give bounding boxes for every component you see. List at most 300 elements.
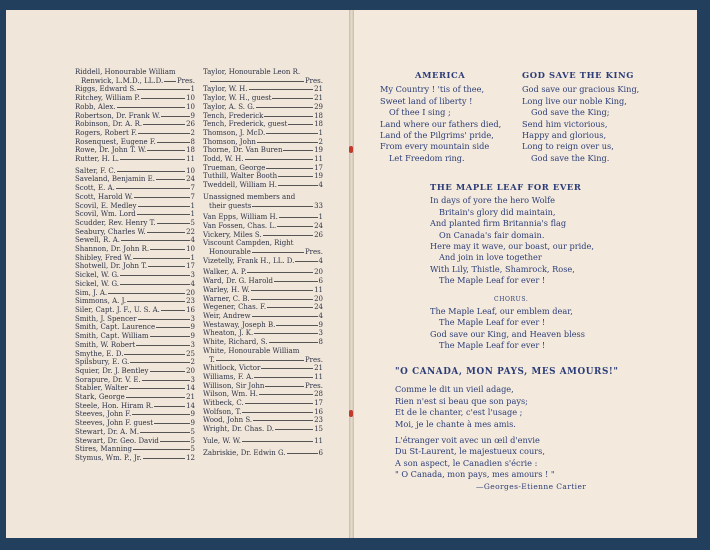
- attendee-list-column-left: [75, 68, 195, 463]
- attendee-entry: [203, 329, 323, 338]
- attendee-name: Scovil, E. Medley: [75, 201, 137, 210]
- table-number: 1: [318, 213, 323, 222]
- attendee-entry: [203, 138, 323, 147]
- table-number: 9: [190, 323, 195, 332]
- table-number: 11: [186, 155, 195, 164]
- dot-leader: [121, 240, 190, 241]
- dot-leader: [156, 327, 189, 328]
- dot-leader: [269, 342, 318, 343]
- table-number: 23: [314, 416, 323, 425]
- attendee-name: Steeves, John F.: [75, 410, 132, 419]
- table-number: 21: [186, 393, 195, 402]
- dot-leader: [136, 345, 189, 346]
- dot-leader: [257, 142, 318, 143]
- table-number: 24: [314, 303, 323, 312]
- attendee-entry: [75, 323, 195, 332]
- song-line: Britain's glory did maintain,: [439, 206, 556, 217]
- attendee-name: Thorne, Dr. Van Buren: [203, 146, 283, 155]
- attendee-entry: [203, 239, 323, 256]
- attendee-entry: [75, 138, 195, 147]
- table-number: 11: [314, 372, 323, 381]
- attendee-name: White, Honourable William: [203, 346, 300, 355]
- attendee-entry: [75, 297, 195, 306]
- attendee-entry: [203, 155, 323, 164]
- dot-leader: [150, 336, 190, 337]
- table-number: 4: [318, 256, 323, 265]
- attendee-name: Smythe, E. D.: [75, 349, 124, 358]
- attendee-entry: [203, 257, 323, 266]
- attendee-name-continued: [203, 356, 323, 365]
- attendee-name: Rosenquest, Eugene F.: [75, 137, 156, 146]
- attendee-entry: [203, 94, 323, 103]
- table-number: 18: [314, 120, 323, 129]
- dot-leader: [142, 380, 190, 381]
- dot-leader: [108, 293, 185, 294]
- dot-leader: [126, 397, 185, 398]
- table-number: 28: [314, 390, 323, 399]
- attendee-entry: [203, 382, 323, 391]
- dot-leader: [274, 281, 318, 282]
- dot-leader: [160, 441, 190, 442]
- attendee-name: Robb, Alex.: [75, 102, 116, 111]
- dot-leader: [140, 432, 189, 433]
- dot-leader: [288, 124, 313, 125]
- dot-leader: [147, 150, 185, 151]
- dot-leader: [252, 252, 304, 253]
- table-number: 21: [314, 85, 323, 94]
- dot-leader: [143, 458, 185, 459]
- table-number: Pres.: [176, 76, 195, 85]
- table-number: 2: [190, 358, 195, 367]
- attendee-entry: [75, 167, 195, 176]
- attendee-name: Smith, Capt. William: [75, 332, 149, 341]
- attendee-name: Saveland, Benjamin E.: [75, 175, 156, 184]
- dot-leader: [295, 261, 317, 262]
- table-number: 3: [190, 314, 195, 323]
- attendee-name: Vizetelly, Frank H., LL. D.: [203, 256, 295, 265]
- song-line: On Canada's fair domain.: [439, 229, 545, 240]
- attendee-name: Wheaton, J. K.: [203, 329, 254, 338]
- attendee-entry: [75, 184, 195, 193]
- dot-leader: [272, 98, 313, 99]
- song-line: Du St-Laurent, le majestueux cours,: [395, 446, 545, 457]
- binding-stitch-bottom: [349, 410, 353, 417]
- song-line: Et de le chanter, c'est l'usage ;: [395, 407, 523, 418]
- attendee-name: Tench, Frederick: [203, 111, 264, 120]
- dot-leader: [137, 214, 190, 215]
- attendee-name: Smith, Capt. Laurence: [75, 323, 156, 332]
- table-number: 5: [190, 427, 195, 436]
- attendee-entry: [203, 277, 323, 286]
- table-number: 9: [190, 111, 195, 120]
- table-number: 24: [314, 221, 323, 230]
- attendee-entry: [203, 146, 323, 155]
- attendee-entry: [75, 410, 195, 419]
- dot-leader: [283, 150, 313, 151]
- table-number: 18: [186, 146, 195, 155]
- dot-leader: [251, 299, 313, 300]
- attendee-name: Robertson, Dr. Frank W.: [75, 111, 161, 120]
- attendee-entry: [75, 445, 195, 454]
- attendee-name: Taylor, W. H., guest: [203, 94, 272, 103]
- attendee-name: Wood, John S.: [203, 416, 253, 425]
- attendee-name: Weir, Andrew: [203, 311, 251, 320]
- attendee-name: Westaway, Joseph B.: [203, 320, 276, 329]
- table-number: 29: [314, 102, 323, 111]
- table-number: Pres.: [304, 355, 323, 364]
- dot-leader: [148, 266, 185, 267]
- attendee-entry: [75, 112, 195, 121]
- table-number: 11: [314, 436, 323, 445]
- table-number: 3: [190, 271, 195, 280]
- attendee-name: Robinson, Dr. A. R.: [75, 120, 143, 129]
- attendee-name: Ward, Dr. G. Harold: [203, 277, 274, 286]
- attendee-name: Wright, Dr. Chas. D.: [203, 425, 275, 434]
- attendee-entry: [203, 449, 323, 458]
- attendee-name: Taylor, A. S. G.: [203, 102, 255, 111]
- dot-leader: [133, 258, 189, 259]
- dot-leader: [154, 406, 185, 407]
- attendee-name: Scott, Harold W.: [75, 192, 133, 201]
- table-number: 1: [190, 210, 195, 219]
- attendee-name: Sim, J. A.: [75, 288, 108, 297]
- attendee-entry: [75, 146, 195, 155]
- table-number: 33: [314, 201, 323, 210]
- attendee-name: Squier, Dr. J. Bentley: [75, 366, 149, 375]
- table-number: 17: [186, 262, 195, 271]
- attendee-name: Stewart, Dr. A. M.: [75, 427, 140, 436]
- attendee-name: Siler, Capt. J. F., U. S. A.: [75, 305, 160, 314]
- attendee-entry: [203, 181, 323, 190]
- song-line: Send him victorious,: [522, 118, 608, 129]
- song-line: Here may it wave, our boast, our pride,: [430, 241, 594, 252]
- attendee-name: Yule, W. W.: [203, 436, 241, 445]
- table-number: 10: [186, 102, 195, 111]
- table-number: 26: [314, 230, 323, 239]
- song-line: God save the King;: [531, 107, 610, 118]
- table-number: Pres.: [304, 248, 323, 257]
- attendee-name: Wolfson, T.: [203, 407, 242, 416]
- attendee-entry: [203, 303, 323, 312]
- attendee-entry: [75, 384, 195, 393]
- table-number: 11: [314, 155, 323, 164]
- dot-leader: [278, 176, 313, 177]
- table-number: 20: [314, 294, 323, 303]
- song-line: My Country ! 'tis of thee,: [380, 84, 485, 95]
- attendee-entry: [203, 172, 323, 181]
- song-line: God save our King, and Heaven bless: [430, 328, 585, 339]
- table-number: 14: [186, 401, 195, 410]
- dot-leader: [245, 403, 313, 404]
- table-number: 9: [190, 419, 195, 428]
- attendee-entry: [75, 155, 195, 164]
- attendee-entry: [75, 350, 195, 359]
- attendee-entry: [75, 332, 195, 341]
- table-number: 1: [190, 253, 195, 262]
- attendee-name: Stires, Manning: [75, 445, 132, 454]
- attendee-entry: [203, 120, 323, 129]
- attendee-entry: [203, 364, 323, 373]
- song-line: Rien n'est si beau que son pays;: [395, 395, 528, 406]
- attendee-name: Steele, Hon. Hiram R.: [75, 401, 154, 410]
- attendee-name: Scovil, Wm. Lord: [75, 210, 136, 219]
- attendee-entry: [75, 393, 195, 402]
- america-song: [380, 70, 510, 164]
- attendee-entry: [75, 437, 195, 446]
- table-number: 17: [314, 399, 323, 408]
- attendee-name: Whitlock, Victor: [203, 364, 261, 373]
- attendee-name: Stabler, Walter: [75, 384, 128, 393]
- attendee-name: Smith, J. Spencer: [75, 314, 137, 323]
- dot-leader: [156, 179, 185, 180]
- attendee-name: Seabury, Charles W.: [75, 227, 146, 236]
- attendee-entry: [75, 358, 195, 367]
- attendee-entry: [203, 231, 323, 240]
- song-line: The Maple Leaf, our emblem dear,: [430, 306, 573, 316]
- attendee-entry: [75, 419, 195, 428]
- attendee-entry: [75, 175, 195, 184]
- dot-leader: [245, 159, 314, 160]
- attendee-name: Warley, H. W.: [203, 285, 250, 294]
- song-line: Land where our fathers died,: [380, 118, 502, 129]
- attendee-entry: [75, 129, 195, 138]
- song-line: In days of yore the hero Wolfe: [430, 195, 555, 206]
- song-line: Of thee I sing ;: [389, 107, 451, 118]
- maple-leaf-title: THE MAPLE LEAF FOR EVER: [430, 182, 582, 192]
- dot-leader: [120, 275, 190, 276]
- attendee-entry: [75, 228, 195, 237]
- song-attribution: —Georges-Etienne Cartier: [476, 481, 587, 491]
- table-number: 20: [186, 288, 195, 297]
- maple-leaf-song: [430, 182, 640, 287]
- table-number: 19: [314, 172, 323, 181]
- attendee-entry: [75, 315, 195, 324]
- dot-leader: [161, 310, 185, 311]
- attendee-name: Zabriskie, Dr. Edwin G.: [203, 448, 286, 457]
- attendee-entry: [203, 193, 323, 210]
- attendee-entry: [75, 254, 195, 263]
- attendee-entry: [75, 236, 195, 245]
- attendee-name: Thomson, J. McD.: [203, 128, 266, 137]
- song-line: Moi, je le chante à mes amis.: [395, 418, 516, 429]
- attendee-name: Unassigned members and: [203, 192, 296, 201]
- dot-leader: [141, 98, 185, 99]
- attendee-entry: [203, 373, 323, 382]
- attendee-name: Sickel, W. G.: [75, 271, 120, 280]
- dot-leader: [256, 107, 313, 108]
- dot-leader: [138, 133, 190, 134]
- attendee-name: Walker, A. P.: [203, 268, 247, 277]
- dot-leader: [147, 232, 185, 233]
- attendee-name: Shibley, Fred W.: [75, 253, 133, 262]
- god-save-the-king-song: [522, 70, 652, 164]
- attendee-name: Wilson, Wm. H.: [203, 390, 258, 399]
- dot-leader: [263, 235, 313, 236]
- attendee-entry: [75, 454, 195, 463]
- attendee-entry: [75, 103, 195, 112]
- attendee-entry: [75, 271, 195, 280]
- attendee-entry: [203, 129, 323, 138]
- song-line: The Maple Leaf for ever !: [439, 275, 546, 286]
- table-number: 5: [190, 218, 195, 227]
- dot-leader: [216, 360, 304, 361]
- song-line: Land of the Pilgrims' pride,: [380, 130, 494, 141]
- song-line: Happy and glorious,: [522, 130, 607, 141]
- attendee-entry: [203, 268, 323, 277]
- table-number: 12: [186, 453, 195, 462]
- dot-leader: [120, 159, 185, 160]
- o-canada-song: [395, 367, 655, 492]
- attendee-name: Stewart, Dr. Geo. David: [75, 436, 159, 445]
- song-line: Let Freedom ring.: [389, 152, 465, 163]
- table-number: 16: [186, 305, 195, 314]
- song-line: " O Canada, mon pays, mes amours ! ": [395, 469, 555, 480]
- dot-leader: [252, 316, 318, 317]
- table-number: Pres.: [304, 381, 323, 390]
- song-line: Long live our noble King,: [522, 95, 627, 106]
- dot-leader: [127, 301, 185, 302]
- attendee-entry: [75, 202, 195, 211]
- attendee-entry: [203, 213, 323, 222]
- table-number: 18: [314, 111, 323, 120]
- attendee-entry: [203, 85, 323, 94]
- attendee-entry: [203, 312, 323, 321]
- attendee-entry: [203, 390, 323, 399]
- attendee-name: Spilsbury, E. G.: [75, 358, 130, 367]
- dot-leader: [130, 362, 189, 363]
- dot-leader: [254, 333, 317, 334]
- attendee-name: Scott, E. A.: [75, 184, 115, 193]
- attendee-name: Van Fossen, Chas. L.: [203, 221, 277, 230]
- dot-leader: [157, 223, 190, 224]
- attendee-entry: [75, 245, 195, 254]
- table-number: 5: [190, 436, 195, 445]
- attendee-entry: [203, 437, 323, 446]
- attendee-entry: [75, 428, 195, 437]
- table-number: 4: [318, 181, 323, 190]
- attendee-name: Todd, W. H.: [203, 155, 244, 164]
- dot-leader: [279, 217, 318, 218]
- attendee-entry: [203, 425, 323, 434]
- attendee-list-column-right: [203, 68, 323, 457]
- table-number: 2: [318, 137, 323, 146]
- dot-leader: [164, 81, 176, 82]
- table-number: 24: [186, 175, 195, 184]
- attendee-name: Trueman, George: [203, 163, 266, 172]
- attendee-name: Shannon, Dr. John R.: [75, 245, 150, 254]
- attendee-entry: [75, 94, 195, 103]
- table-number: 2: [190, 128, 195, 137]
- dot-leader: [276, 325, 317, 326]
- dot-leader: [210, 81, 304, 82]
- attendee-entry: [203, 347, 323, 364]
- table-number: 10: [186, 166, 195, 175]
- table-number: 3: [190, 340, 195, 349]
- dot-leader: [278, 185, 318, 186]
- attendee-name: Scudder, Rev. Henry T.: [75, 218, 156, 227]
- attendee-name: Willison, Sir John: [203, 381, 265, 390]
- song-line: And planted firm Britannia's flag: [430, 218, 567, 229]
- attendee-entry: [75, 376, 195, 385]
- attendee-name: Simmons, A. J.: [75, 297, 127, 306]
- attendee-name-line2: Renwick, L.M.D., LL.D.: [81, 76, 164, 85]
- attendee-name-line2: their guests: [209, 201, 252, 210]
- dot-leader: [138, 206, 190, 207]
- dot-leader: [277, 226, 313, 227]
- table-number: 19: [314, 146, 323, 155]
- binding-stitch-top: [349, 146, 353, 153]
- song-line: And join in love together: [439, 252, 542, 263]
- attendee-entry: [75, 306, 195, 315]
- maple-leaf-chorus: [430, 306, 630, 352]
- song-line: Sweet land of liberty !: [380, 95, 473, 106]
- attendee-entry: [75, 193, 195, 202]
- dot-leader: [120, 284, 190, 285]
- table-number: 5: [190, 445, 195, 454]
- dot-leader: [117, 107, 186, 108]
- song-line: The Maple Leaf for ever !: [439, 340, 546, 351]
- table-number: 22: [186, 227, 195, 236]
- attendee-name: Warner, C. B.: [203, 294, 250, 303]
- table-number: 1: [190, 85, 195, 94]
- song-line: From every mountain side: [380, 141, 490, 152]
- attendee-entry: [75, 68, 195, 85]
- attendee-name: Steeves, John F. guest: [75, 419, 154, 428]
- dot-leader: [266, 133, 317, 134]
- dot-leader: [133, 449, 190, 450]
- attendee-name: Thomson, John: [203, 137, 256, 146]
- dot-leader: [247, 272, 313, 273]
- dot-leader: [161, 116, 189, 117]
- table-number: 20: [186, 366, 195, 375]
- attendee-entry: [75, 120, 195, 129]
- song-line: With Lily, Thistle, Shamrock, Rose,: [430, 263, 575, 274]
- chorus-label: CHORUS.: [494, 296, 529, 303]
- attendee-entry: [75, 210, 195, 219]
- table-number: 4: [190, 236, 195, 245]
- table-number: Pres.: [304, 76, 323, 85]
- table-number: 7: [190, 184, 195, 193]
- dot-leader: [150, 371, 186, 372]
- o-canada-title: "O CANADA, MON PAYS, MES AMOURS!": [395, 367, 619, 377]
- america-title: AMERICA: [415, 70, 466, 80]
- attendee-name-continued: [75, 77, 195, 86]
- dot-leader: [287, 453, 318, 454]
- dot-leader: [265, 386, 304, 387]
- attendee-entry: [203, 338, 323, 347]
- attendee-entry: [75, 402, 195, 411]
- attendee-name-line2: T.: [209, 355, 215, 364]
- attendee-entry: [203, 103, 323, 112]
- attendee-name: Riggs, Edward S.: [75, 85, 137, 94]
- dot-leader: [261, 368, 313, 369]
- attendee-name: Viscount Campden, Right: [203, 239, 294, 248]
- attendee-entry: [203, 222, 323, 231]
- table-number: 3: [318, 329, 323, 338]
- table-number: 6: [318, 448, 323, 457]
- dot-leader: [154, 423, 189, 424]
- attendee-entry: [75, 280, 195, 289]
- attendee-name: Ritchey, William P.: [75, 94, 140, 103]
- attendee-name: Witbeck, C.: [203, 399, 244, 408]
- dot-leader: [249, 89, 314, 90]
- dot-leader: [157, 142, 190, 143]
- dot-leader: [132, 414, 189, 415]
- attendee-name: Wegener, Chas. F.: [203, 303, 267, 312]
- dot-leader: [253, 420, 313, 421]
- dot-leader: [259, 394, 313, 395]
- attendee-name: Riddell, Honourable William: [75, 68, 176, 76]
